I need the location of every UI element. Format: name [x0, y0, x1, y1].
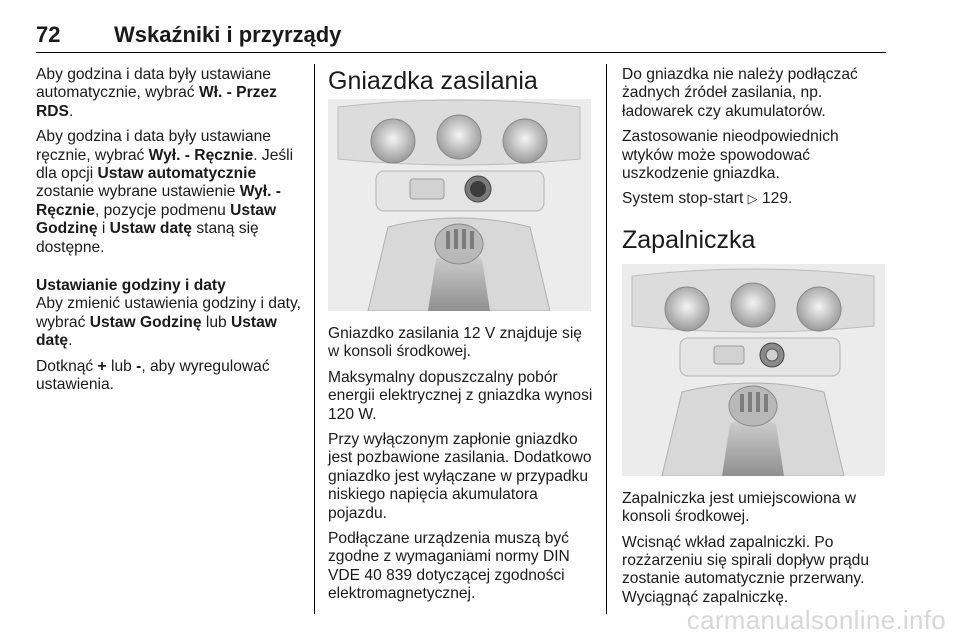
minus-symbol: -: [136, 357, 142, 375]
column-2: [328, 66, 594, 611]
menu-option: Ustaw Godzinę: [89, 313, 202, 331]
page-title: Wskaźniki i przyrządy: [114, 22, 342, 47]
text: i: [97, 220, 110, 238]
text: , pozycje podmenu: [94, 201, 231, 219]
column-1: [36, 66, 302, 402]
paragraph-no-power-sources: Do gniazdka nie należy podłączać żadnych źródeł zasilania, np. ładowarek czy akumulatorów.: [622, 66, 858, 120]
text: lub: [201, 313, 231, 331]
menu-option: Ustaw automatycznie: [97, 165, 257, 183]
text: zostanie wybrane ustawienie: [36, 183, 240, 201]
paragraph-outlet-compliance: Podłączane urządzenia muszą być zgodne z wymaganiami normy DIN VDE 40 839 dotyczącej zgodności elektromagnetycznej.: [328, 530, 570, 603]
text: Aby zmienić ustawienia godziny i daty, wybrać: [36, 295, 301, 331]
page-header: [36, 22, 886, 52]
text: Aby godzina i data były ustawiane ręcznie, wybrać: [36, 128, 271, 164]
section-title-power-outlet: Gniazdka zasilania: [328, 67, 538, 95]
cigarette-lighter-illustration: [622, 264, 885, 476]
text: lub: [106, 357, 137, 375]
paragraph-manual-time: [36, 128, 302, 257]
paragraph-stop-start: [622, 190, 886, 209]
menu-option: Ustaw datę: [109, 220, 192, 238]
text: System stop-start: [622, 190, 748, 208]
paragraph-auto-time: [36, 66, 302, 121]
page-reference: 129.: [757, 190, 793, 208]
text: Dotknąć: [36, 357, 98, 375]
text: staną się dostępne.: [36, 220, 259, 256]
menu-option: Wył. - Ręcznie: [148, 146, 254, 164]
menu-option: Wł. - Przez RDS: [36, 84, 277, 120]
section-title-cigarette-lighter: Zapalniczka: [622, 225, 756, 254]
page-number: 72: [36, 22, 61, 47]
menu-option: Ustaw Godzinę: [36, 201, 277, 238]
text: , aby wyregulować ustawienia.: [36, 357, 270, 394]
power-outlet-illustration: [328, 99, 591, 311]
text: Aby godzina i data były ustawiane automatycznie, wybrać: [36, 66, 271, 102]
column-divider-1: [314, 64, 315, 614]
text: . Jeśli dla opcji: [36, 146, 294, 183]
plus-symbol: +: [97, 357, 107, 375]
menu-option: Ustaw datę: [36, 313, 277, 350]
column-divider-2: [606, 64, 607, 614]
watermark: carmanualsonline.info: [686, 605, 946, 635]
text: .: [68, 332, 73, 350]
paragraph-outlet-max-power: Maksymalny dopuszczalny pobór energii elektrycznej z gniazdka wynosi 120 W.: [328, 368, 593, 423]
paragraph-adjust: [36, 358, 302, 395]
column-3: [622, 66, 886, 614]
paragraph-outlet-ignition: Przy wyłączonym zapłonie gniazdko jest pozbawione zasilania. Dodatkowo gniazdko jest wyłączane w przypadku niskiego napięcia akumulatora pojazdu.: [328, 431, 592, 522]
paragraph-outlet-location: Gniazdko zasilania 12 V znajduje się w konsoli środkowej.: [328, 325, 582, 361]
paragraph-change-settings: [36, 295, 302, 350]
paragraph-lighter-usage: Wcisnąć wkład zapalniczki. Po rozżarzeniu się spirali dopływ prądu zostanie automatycznie przerwany. Wyciągnąć zapalniczkę.: [622, 533, 870, 606]
text: .: [68, 102, 74, 120]
menu-option: Wył. - Ręcznie: [36, 183, 282, 219]
cross-reference-arrow-icon: ▷: [747, 192, 758, 208]
header-rule: [36, 52, 886, 53]
subheading-set-time-date: Ustawianie godziny i daty: [36, 277, 226, 295]
paragraph-unsuitable-plugs: Zastosowanie nieodpowiednich wtyków może spowodować uszkodzenie gniazdka.: [622, 128, 839, 183]
paragraph-lighter-location: Zapalniczka jest umiejscowiona w konsoli środkowej.: [622, 489, 857, 526]
